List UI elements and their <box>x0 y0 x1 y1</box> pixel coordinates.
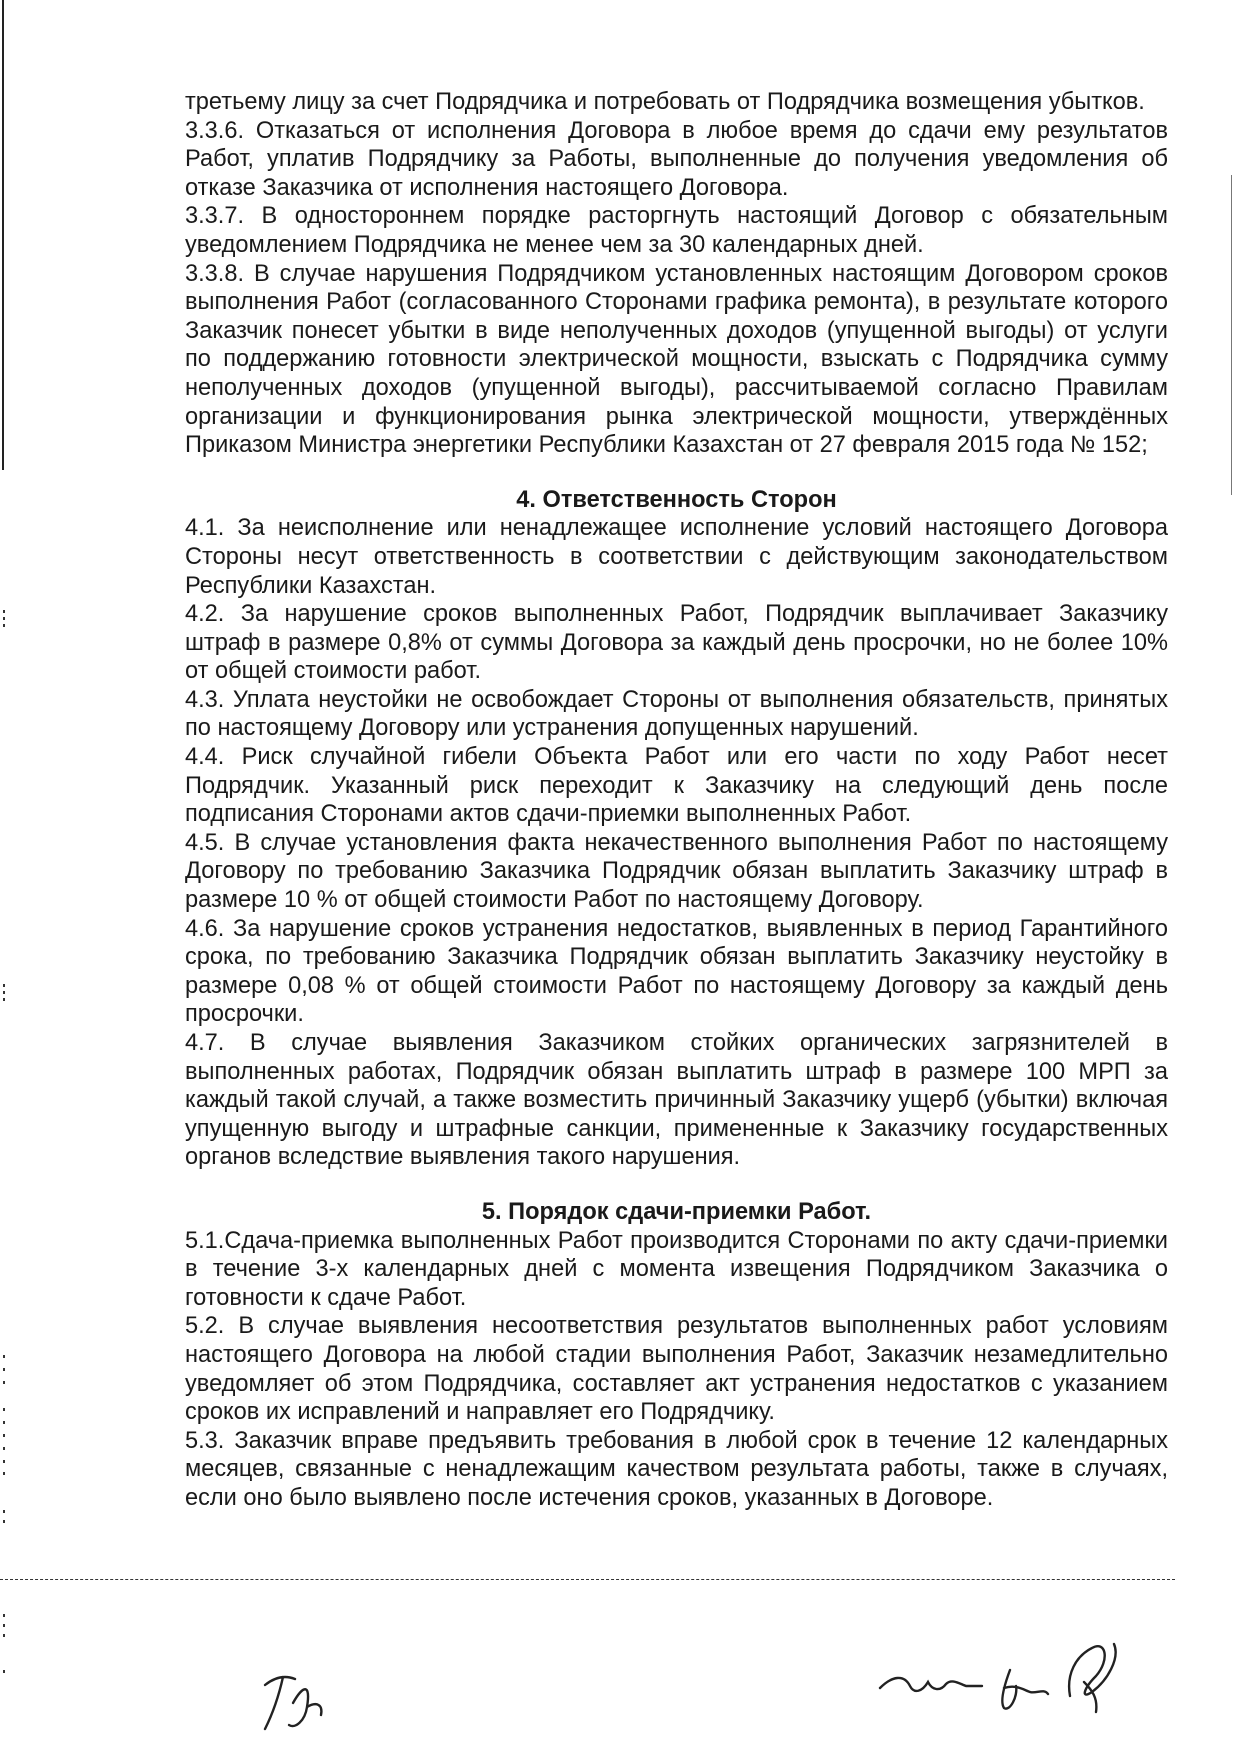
signature-initials-left <box>255 1655 345 1740</box>
paragraph-4-4: 4.4. Риск случайной гибели Объекта Работ или его части по ходу Работ несет Подрядчик. Указанный риск переходит к Заказчику на следующий день после подписания Сторонами актов сдачи-приемки выполненных Работ. <box>185 744 1168 828</box>
paragraph-4-3: 4.3. Уплата неустойки не освобождает Стороны от выполнения обязательств, принятых по настоящему Договору или устранения допущенных нарушений. <box>185 686 1168 742</box>
paragraph-4-5: 4.5. В случае установления факта некачественного выполнения Работ по настоящему Договору по требованию Заказчика Подрядчик обязан выплатить Заказчику штраф в размере 10 % от общей стоимости Работ по настоящему Договору. <box>185 829 1168 914</box>
section-4-title: 4. Ответственность Сторон <box>516 486 837 513</box>
binding-hole-marks <box>0 0 20 1754</box>
paragraph-4-6: 4.6. За нарушение сроков устранения недостатков, выявленных в период Гарантийного срока, по требованию Заказчика Подрядчик обязан выплатить Заказчику неустойку в размере 0,08 % от общей стоимости Работ по настоящему Договору за каждый день просрочки. <box>185 915 1168 1028</box>
scan-right-edge-line <box>1231 175 1232 495</box>
paragraph-4-2: 4.2. За нарушение сроков выполненных Работ, Подрядчик выплачивает Заказчику штраф в размере 0,8% от суммы Договора за каждый день просрочки, но не более 10% от общей стоимости работ. <box>185 601 1168 685</box>
paragraph-3-3-5-continuation: третьему лицу за счет Подрядчика и потребовать от Подрядчика возмещения убытков. <box>185 89 1145 115</box>
paragraph-4-7: 4.7. В случае выявления Заказчиком стойких органических загрязнителей в выполненных работах, Подрядчик обязан выплатить штраф в размере 100 МРП за каждый такой случай, а также возместить причинный Заказчику ущерб (убытки) включая упущенную выгоду и штрафные санкции, примененные к Заказчику государственных органов вследствие выявления такого нарушения. <box>185 1030 1168 1171</box>
paragraph-5-2: 5.2. В случае выявления несоответствия результатов выполненных работ условиям настоящего Договора на любой стадии выполнения Работ, Заказчик незамедлительно уведомляет об этом Подрядчика, составляет акт устранения недостатков с указанием сроков их исправлений и направляет его Подрядчику. <box>185 1313 1168 1426</box>
section-5-title: 5. Порядок сдачи-приемки Работ. <box>481 1198 872 1225</box>
document-page <box>185 88 1168 1513</box>
paragraph-5-3: 5.3. Заказчик вправе предъявить требования в любой срок в течение 12 календарных месяцев, связанные с ненадлежащим качеством результата работы, также в случаях, если оно было выявлено после истечения сроков, указанных в Договоре. <box>185 1427 1168 1511</box>
paragraph-3-3-6: 3.3.6. Отказаться от исполнения Договора в любое время до сдачи ему результатов Работ, уплатив Подрядчику за Работы, выполненные до получения уведомления об отказе Заказчика от исполнения настоящего Договора. <box>185 117 1168 201</box>
paragraph-4-1: 4.1. За неисполнение или ненадлежащее исполнение условий настоящего Договора Стороны несут ответственность в соответствии с действующим законодательством Республики Казахстан. <box>185 515 1168 599</box>
scan-left-margin-marks <box>0 0 20 1754</box>
paragraph-5-1: 5.1.Сдача-приемка выполненных Работ производится Сторонами по акту сдачи-приемки в течение 3-х календарных дней с момента извещения Подрядчиком Заказчика о готовности к сдаче Работ. <box>185 1227 1168 1311</box>
paragraph-3-3-7: 3.3.7. В одностороннем порядке расторгнуть настоящий Договор с обязательным уведомлением Подрядчика не менее чем за 30 календарных дней. <box>185 203 1168 258</box>
signature-initials-right <box>870 1630 1135 1735</box>
scan-dashed-line <box>0 1579 1175 1580</box>
paragraph-3-3-8: 3.3.8. В случае нарушения Подрядчиком установленных настоящим Договором сроков выполнения Работ (согласованного Сторонами графика ремонта), в результате которого Заказчик понесет убытки в виде неполученных доходов (упущенной выгоды) от услуги по поддержанию готовности электрической мощности, взыскать с Подрядчика сумму неполученных доходов (упущенной выгоды), рассчитываемой согласно Правилам организации и функционирования рынка электрической мощности, утверждённых Приказом Министра энергетики Республики Казахстан от 27 февраля 2015 года № 152; <box>185 260 1168 459</box>
